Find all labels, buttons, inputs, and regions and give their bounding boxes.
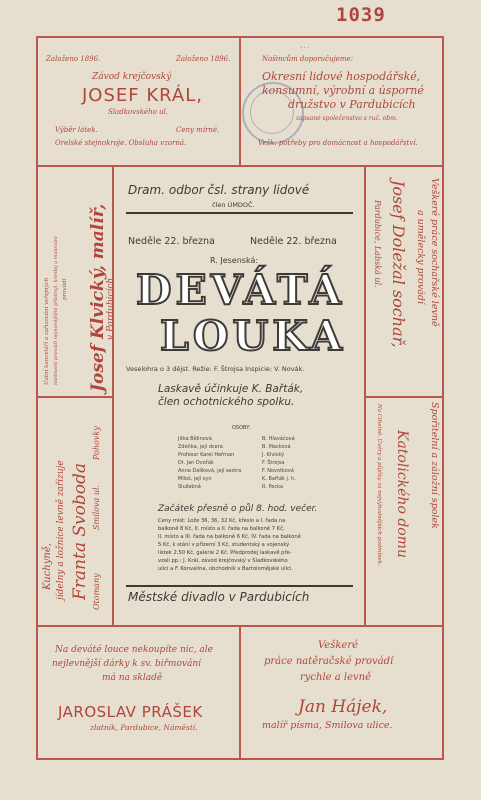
coop-intro: Našincům doporučujeme: [262, 55, 354, 63]
tailor-note-left: Výběr látek. [55, 126, 98, 134]
coop-line1: Okresní lidové hospodářské, [262, 70, 421, 83]
klvicky-name: Josef Klvický, malíř, [88, 203, 108, 392]
right-column-split [365, 396, 444, 398]
spolek-line2: Na Cihelně. Úvěry a půjčky za nejvýhodnějších podmínek. [376, 404, 382, 566]
serial-number: 1039 [336, 4, 386, 26]
klvicky-small1: Úatní kanceláří a zařizování veřejných [44, 277, 50, 385]
dolezal-line1: Veškeré práce sochařské levně [429, 178, 440, 327]
svoboda-line5: Pohovky [92, 426, 101, 460]
svoboda-line2: jídelny a ložnice levně zařizuje [56, 460, 66, 600]
tailor-name: JOSEF KRÁL, [82, 85, 203, 106]
prasek-line1: Na deváté louce nekoupíte nic, ale [55, 645, 214, 655]
prasek-line2: nejlevnější dárky k sv. biřmování [52, 659, 201, 669]
svoboda-line4: Smilova ul. [92, 484, 101, 530]
cast-actor: J. Klvický [262, 452, 285, 458]
dolezal-address: Pardubice, Labská ul. [373, 200, 382, 288]
cast-role: Dr. Jan Dvořák [178, 460, 214, 466]
cast-heading: OSOBY: [232, 425, 251, 431]
founded-left: Založeno 1896. [46, 55, 101, 63]
cast-role: Anna Dalíková, její sestra [178, 468, 242, 474]
bottom-row-split [239, 626, 241, 760]
cast-actor: F. Štrojsa [262, 460, 285, 466]
hajek-line2: práce natěračské provádí [264, 656, 394, 667]
club-header: Dram. odbor čsl. strany lidové [128, 183, 310, 197]
play-title-line2: LOUKA [160, 312, 347, 360]
founded-right: Založeno 1896. [176, 55, 231, 63]
cast-actor: F. Novotková [262, 468, 294, 474]
prices-line: balkoně 8 Kč, II. místo a II. řada na balkoně 7 Kč, [158, 526, 285, 532]
prices-line: lístek 2.50 Kč, galerie 2 Kč. Předprodej laskavě pře- [158, 550, 292, 556]
tailor-line: Závod krejčovský [92, 72, 172, 82]
header-rule [126, 212, 353, 214]
klvicky-small2: místností provádí nejnovějšími přístroji, kresby a malování [53, 236, 59, 385]
tailor-note-right: Ceny mírné. [176, 126, 220, 134]
venue-rule [126, 585, 353, 587]
dolezal-line2: a umělecky provádí [415, 210, 426, 305]
cast-role: Jitka Bělinová [178, 436, 212, 442]
tailor-address: Sladkovského ul. [108, 108, 168, 116]
klvicky-city: v Pardubicích [106, 277, 116, 340]
prices-line: vzali pp.: J. Král, závod krejčovský v Sladkovského [158, 558, 288, 564]
spolek-line1: Spořitelní a záložní spolek [429, 402, 440, 529]
prasek-name: JAROSLAV PRÁŠEK [58, 703, 203, 721]
pencil-note: … [300, 40, 310, 51]
date-left: Neděle 22. března [128, 236, 215, 247]
cast-role: Služebná [178, 484, 201, 490]
cast-role: Profesor Karel Heřman [178, 452, 235, 458]
start-time: Začátek přesně o půl 8. hod. večer. [158, 504, 318, 514]
cast-actor: K. Bařták j. h. [262, 476, 296, 482]
date-right: Neděle 22. března [250, 236, 337, 247]
prices-line: ulici a F. Konvalina, obchodník v Bartolomějské ulici. [158, 566, 293, 572]
coop-footer: Vešk. potřeby pro domácnost a hospodářství. [258, 139, 418, 147]
play-subtitle: Veselohra o 3 dějst. Režie: F. Štrojsa Inspicie: V. Novák. [126, 365, 305, 373]
top-row-split [239, 36, 241, 166]
tailor-footer: Orelské stejnokroje. Obsluha vzorná. [55, 139, 187, 147]
svoboda-line1: Kuchyně, [42, 543, 53, 590]
cast-role: Zdeňka, její dcera [178, 444, 223, 450]
coop-line4: zapsané společenstvo s ruč. obm. [296, 115, 398, 122]
prices-line: 5 Kč, k stání v přízemí 3 Kč, studentský a vojenský [158, 542, 290, 548]
coop-line2: konsumní, výrobní a úsporné [262, 84, 424, 97]
cast-actor: R. Pecka [262, 484, 284, 490]
spolek-name: Katolického domu [394, 430, 410, 559]
venue: Městské divadlo v Pardubicích [128, 590, 310, 604]
hajek-name: Jan Hájek, [298, 697, 388, 717]
left-column-split [36, 396, 113, 398]
club-subheader: člen ÚMDOČ. [212, 201, 255, 209]
svoboda-line3: Otomany [92, 573, 101, 610]
play-title-line1: DEVÁTÁ [136, 266, 346, 314]
prices-line: Ceny míst: Lože 36, 36, 32 Kč, křeslo a I. řada na [158, 518, 286, 524]
hajek-line3: rychle a levně [300, 672, 372, 683]
hajek-address: malíř písma, Smilova ulice. [262, 720, 393, 731]
klvicky-small3: provádí [62, 278, 68, 300]
coop-line3: družstvo v Pardubicích [288, 98, 416, 111]
hajek-line1: Veškeré [318, 640, 359, 651]
cast-role: Miloš, její syn [178, 476, 212, 482]
prasek-address: zlatník, Pardubice, Náměstí. [90, 723, 198, 732]
prasek-line3: má na skladě [102, 673, 163, 683]
svoboda-name: Franta Svoboda [70, 463, 90, 600]
guest-line1: Laskavě účinkuje K. Bařták, [158, 383, 304, 395]
guest-line2: člen ochotnického spolku. [158, 396, 295, 408]
prices-line: II. místo a III. řada na balkoně 6 Kč, IV. řada na balkoně [158, 534, 301, 540]
cast-actor: B. Macková [262, 444, 291, 450]
cast-actor: B. Hlaváčová [262, 436, 295, 442]
dolezal-name: Josef Doležal sochař, [389, 180, 408, 348]
author: R. Jesenská: [210, 256, 259, 265]
